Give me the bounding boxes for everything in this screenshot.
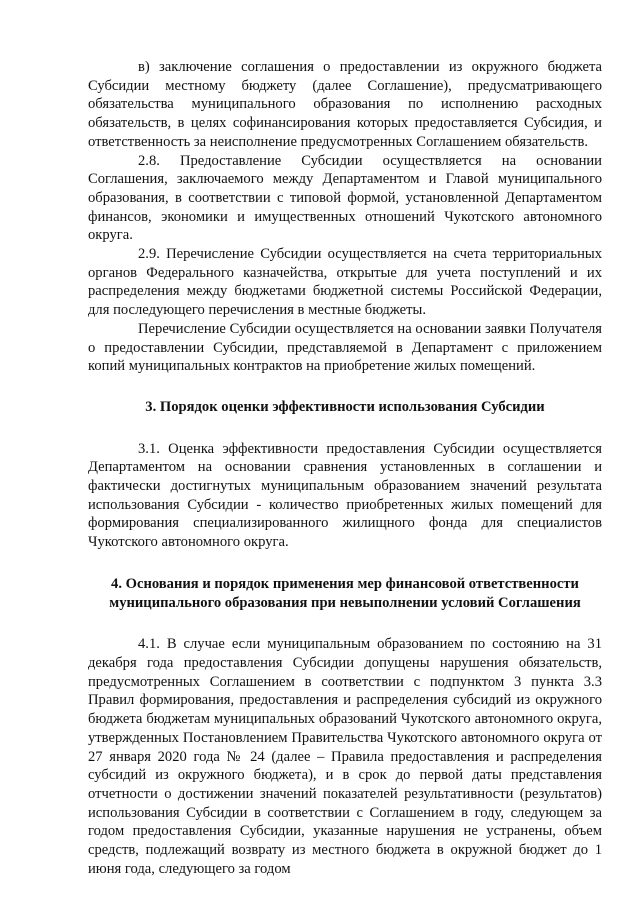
paragraph-2-9: 2.9. Перечисление Субсидии осуществляется на счета территориальных органов Федерального казначейства, открытые для учета поступлений и их распределения между бюджетами бюджетной системы Российской Федерации, для последующего перечисления в местные бюджеты. <box>88 246 602 319</box>
section-4-title-line-2: муниципального образования при невыполнении условий Соглашения <box>109 594 581 611</box>
paragraph-transfer-application: Перечисление Субсидии осуществляется на основании заявки Получателя о предоставлении Субсидии, представляемой в Департамент с приложением копий муниципальных контрактов на приобретение жилых помещений. <box>88 320 602 375</box>
paragraph-2-8: 2.8. Предоставление Субсидии осуществляется на основании Соглашения, заключаемого между Департаментом и Главой муниципального образования, в соответствии с типовой формой, установленной Департаментом финансов, экономики и имущественных отношений Чукотского автономного округа. <box>88 152 602 244</box>
section-3-title: 3. Порядок оценки эффективности использования Субсидии <box>145 398 545 415</box>
paragraph-agreement-conclusion: в) заключение соглашения о предоставлении из окружного бюджета Субсидии местному бюджету (далее Соглашение), предусматривающего обязательства муниципального образования по исполнению расходных обязательств, в целях софинансирования которых предоставляется Субсидия, и ответственность за неисполнение предусмотренных Соглашением обязательств. <box>88 59 602 150</box>
document-body <box>88 58 602 878</box>
paragraph-3-1: 3.1. Оценка эффективности предоставления Субсидии осуществляется Департаментом на основании сравнения установленных в соглашении и фактически достигнутых муниципальным образованием значений результата использования Субсидии - количество приобретенных жилых помещений для формирования специализированного жилищного фонда для специалистов Чукотского автономного округа. <box>88 440 602 551</box>
section-4-title <box>88 575 602 612</box>
paragraph-4-1: 4.1. В случае если муниципальным образованием по состоянию на 31 декабря года предоставления Субсидии допущены нарушения обязательств, предусмотренных Соглашением в соответствии с подпунктом 3 пункта 3.3 Правил формирования, предоставления и распределения субсидий из окружного бюджета бюджетам муниципальных образований Чукотского автономного округа, утвержденных Постановлением Правительства Чукотского автономного округа от 27 января 2020 года № 24 (далее – Правила предоставления и распределения субсидий из окружного бюджета), и в срок до первой даты представления отчетности о достижении значений показателей результативности (результатов) использования Субсидии в соответствии с Соглашением в году, следующем за годом предоставления Субсидии, указанные нарушения не устранены, объем средств, подлежащий возврату из местного бюджета в окружной бюджет до 1 июня года, следующего за годом <box>88 636 602 877</box>
section-4-title-line-1: 4. Основания и порядок применения мер финансовой ответственности <box>111 575 579 592</box>
